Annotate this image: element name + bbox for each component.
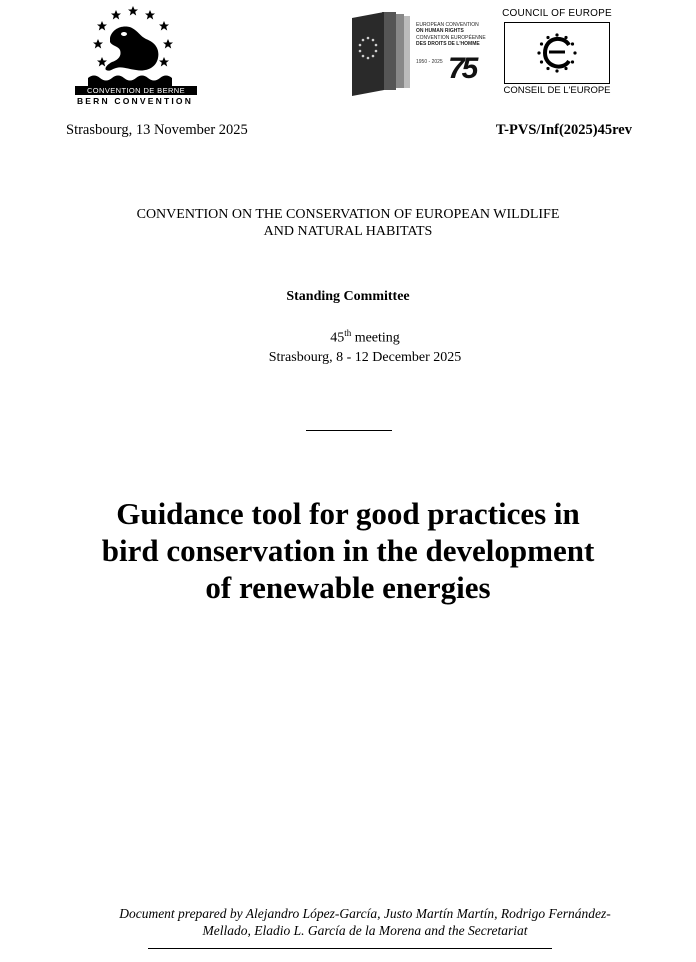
bern-sub-text: BERN CONVENTION [76, 96, 194, 106]
coe-circle-stars-icon [505, 23, 609, 83]
title-line-3: of renewable energies [205, 570, 491, 605]
coe-top-text: COUNCIL OF EUROPE [502, 8, 612, 19]
convention-heading [0, 206, 696, 240]
otter-stars-icon [66, 6, 200, 88]
title-line-2: bird conservation in the development [101, 533, 595, 568]
committee-name: Standing Committee [286, 289, 410, 304]
author-line-2: Mellado, Eladio L. García de la Morena and the Secretariat [202, 923, 528, 938]
meeting-label: meeting [351, 330, 400, 346]
echr-line-1: EUROPEAN CONVENTION [416, 22, 479, 28]
document-reference: T-PVS/Inf(2025)45rev [495, 122, 632, 138]
document-authors [70, 905, 660, 939]
document-title [40, 495, 656, 606]
meeting-ordinal: 45 [330, 330, 345, 346]
convention-line-2: AND NATURAL HABITATS [263, 224, 433, 239]
echr-logo [350, 12, 490, 97]
author-line-1: Document prepared by Alejandro López-García, Justo Martín Martín, Rodrigo Fernández- [119, 906, 611, 921]
divider-long [148, 948, 552, 949]
meeting-ordinal-suffix: th [344, 328, 352, 338]
council-of-europe-logo [498, 8, 616, 100]
bern-convention-logo [66, 6, 200, 106]
bern-band-text: CONVENTION DE BERNE [75, 86, 197, 95]
coe-emblem-box [504, 22, 610, 84]
divider-short [306, 430, 392, 431]
meeting-info [0, 324, 696, 367]
title-line-1: Guidance tool for good practices in [116, 496, 580, 531]
convention-line-1: CONVENTION ON THE CONSERVATION OF EUROPEAN WILDLIFE [136, 207, 560, 222]
echr-anniversary: 75 [448, 52, 476, 85]
echr-years: 1950 - 2025 [416, 59, 443, 65]
meeting-number [0, 324, 696, 348]
coe-bottom-text: CONSEIL DE L'EUROPE [503, 85, 611, 96]
place-date: Strasbourg, 13 November 2025 [66, 122, 248, 138]
echr-line-4: DES DROITS DE L'HOMME [416, 41, 480, 47]
echr-line-2: ON HUMAN RIGHTS [416, 28, 464, 34]
book-stars-icon [350, 12, 414, 96]
meeting-location-dates: Strasbourg, 8 - 12 December 2025 [268, 349, 462, 365]
echr-line-3: CONVENTION EUROPÉENNE [416, 35, 486, 41]
